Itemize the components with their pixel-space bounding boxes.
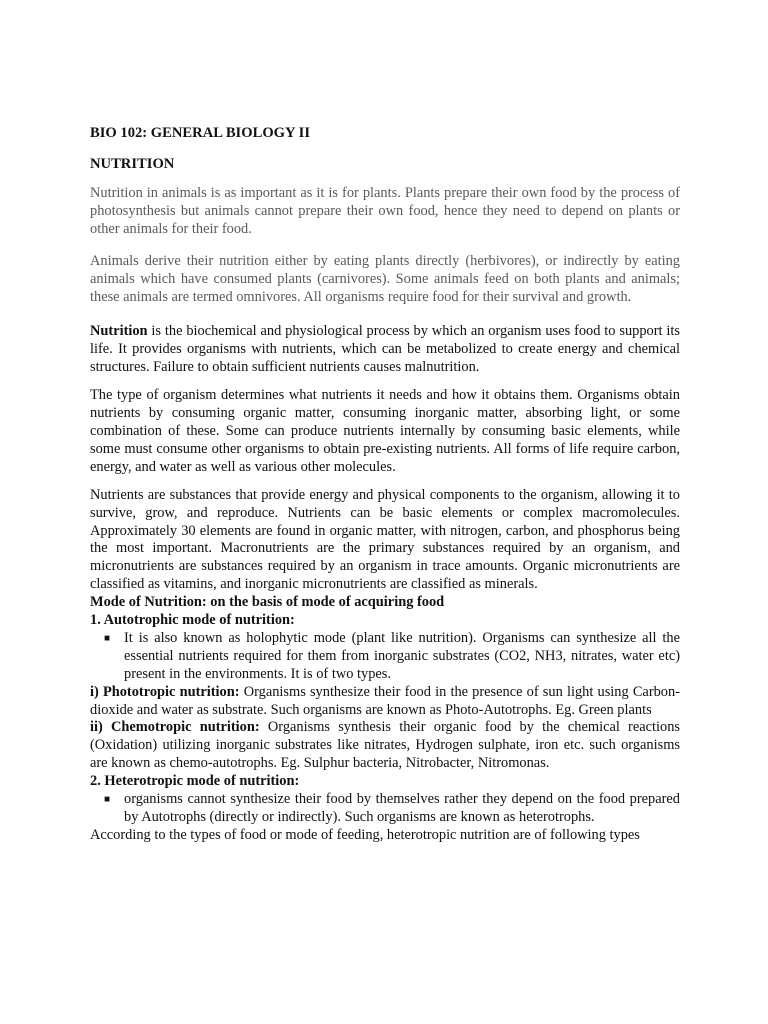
closing-line: According to the types of food or mode of feeding, heterotropic nutrition are of following types [90,826,640,843]
chemotropic-label: ii) Chemotropic nutrition: [90,719,260,736]
course-title: BIO 102: GENERAL BIOLOGY II [90,125,311,141]
definition-text: is the biochemical and physiological process by which an organism uses food to support its life. It provides organisms with nutrients, which can be metabolized to create energy and chemical structures. Failure to obtain sufficient nutrients causes malnutrition. [90,323,680,376]
autotrophic-bullet-text: It is also known as holophytic mode (plant like nutrition). Organisms can synthesize all the essential nutrients required for them from inorganic substrates (CO2, NH3, nitrates, water etc) present in the environments. It is of two types. [124,629,680,682]
heterotropic-bullet-text: organisms cannot synthesize their food by themselves rather they depend on the food prepared by Autotrophs (directly or indirectly). Such organisms are known as heterotrophs. [124,791,680,825]
phototropic-text: Organisms synthesize their food in the presence of sun light using Carbon-dioxide and water as substrate. Such organisms are known as Photo-Autotrophs. Eg. Green plants [90,683,680,718]
heterotropic-list [90,791,680,827]
definition-term: Nutrition [90,323,148,340]
heterotropic-heading: 2. Heterotropic mode of nutrition: [90,773,300,790]
section-title: NUTRITION [90,156,175,172]
definition-paragraph [90,323,680,377]
mode-of-nutrition-heading: Mode of Nutrition: on the basis of mode of acquiring food [90,594,445,611]
intro-paragraph-1: Nutrition in animals is as important as it is for plants. Plants prepare their own food by the process of photosynthesis but animals cannot prepare their own food, hence they need to depend on plants or other animals for their food. [90,185,680,237]
phototropic-paragraph [90,684,680,720]
nutrients-paragraph: Nutrients are substances that provide energy and physical components to the organism, allowing it to survive, grow, and reproduce. Nutrients can be basic elements or complex macromolecules. Approximately 30 elements are found in organic matter, with nitrogen, carbon, and phosphorus being the most important. Macronutrients are the primary substances required by an organism, and micronutrients are substances required by an organism in trace amounts. Organic micronutrients are classified as vitamins, and inorganic micronutrients are classified as minerals. [90,486,680,593]
phototropic-label: i) Phototropic nutrition: [90,683,240,700]
bullet-square-icon: ■ [104,794,111,806]
bullet-square-icon: ■ [104,632,111,644]
autotrophic-list [90,630,680,684]
intro-paragraph-2: Animals derive their nutrition either by eating plants directly (herbivores), or indirectly by eating animals which have consumed plants (carnivores). Some animals feed on both plants and animals; these animals are termed omnivores. All organisms require food for their survival and growth. [90,252,680,305]
list-item [104,791,680,827]
autotrophic-heading: 1. Autotrophic mode of nutrition: [90,612,295,629]
organism-type-paragraph: The type of organism determines what nutrients it needs and how it obtains them. Organisms obtain nutrients by consuming organic matter, consuming inorganic matter, absorbing light, or some combination of these. Some can produce nutrients internally by consuming basic elements, while some must consume other organisms to obtain pre-existing nutrients. All forms of life require carbon, energy, and water as well as various other molecules. [90,387,680,475]
chemotropic-text: Organisms synthesis their organic food by the chemical reactions (Oxidation) utilizing inorganic substrates like nitrates, Hydrogen sulphate, iron etc. such organisms are known as chemo-autotrophs. Eg. Sulphur bacteria, Nitrobacter, Nitromonas. [90,719,681,772]
chemotropic-paragraph [90,719,680,773]
list-item [104,629,680,684]
